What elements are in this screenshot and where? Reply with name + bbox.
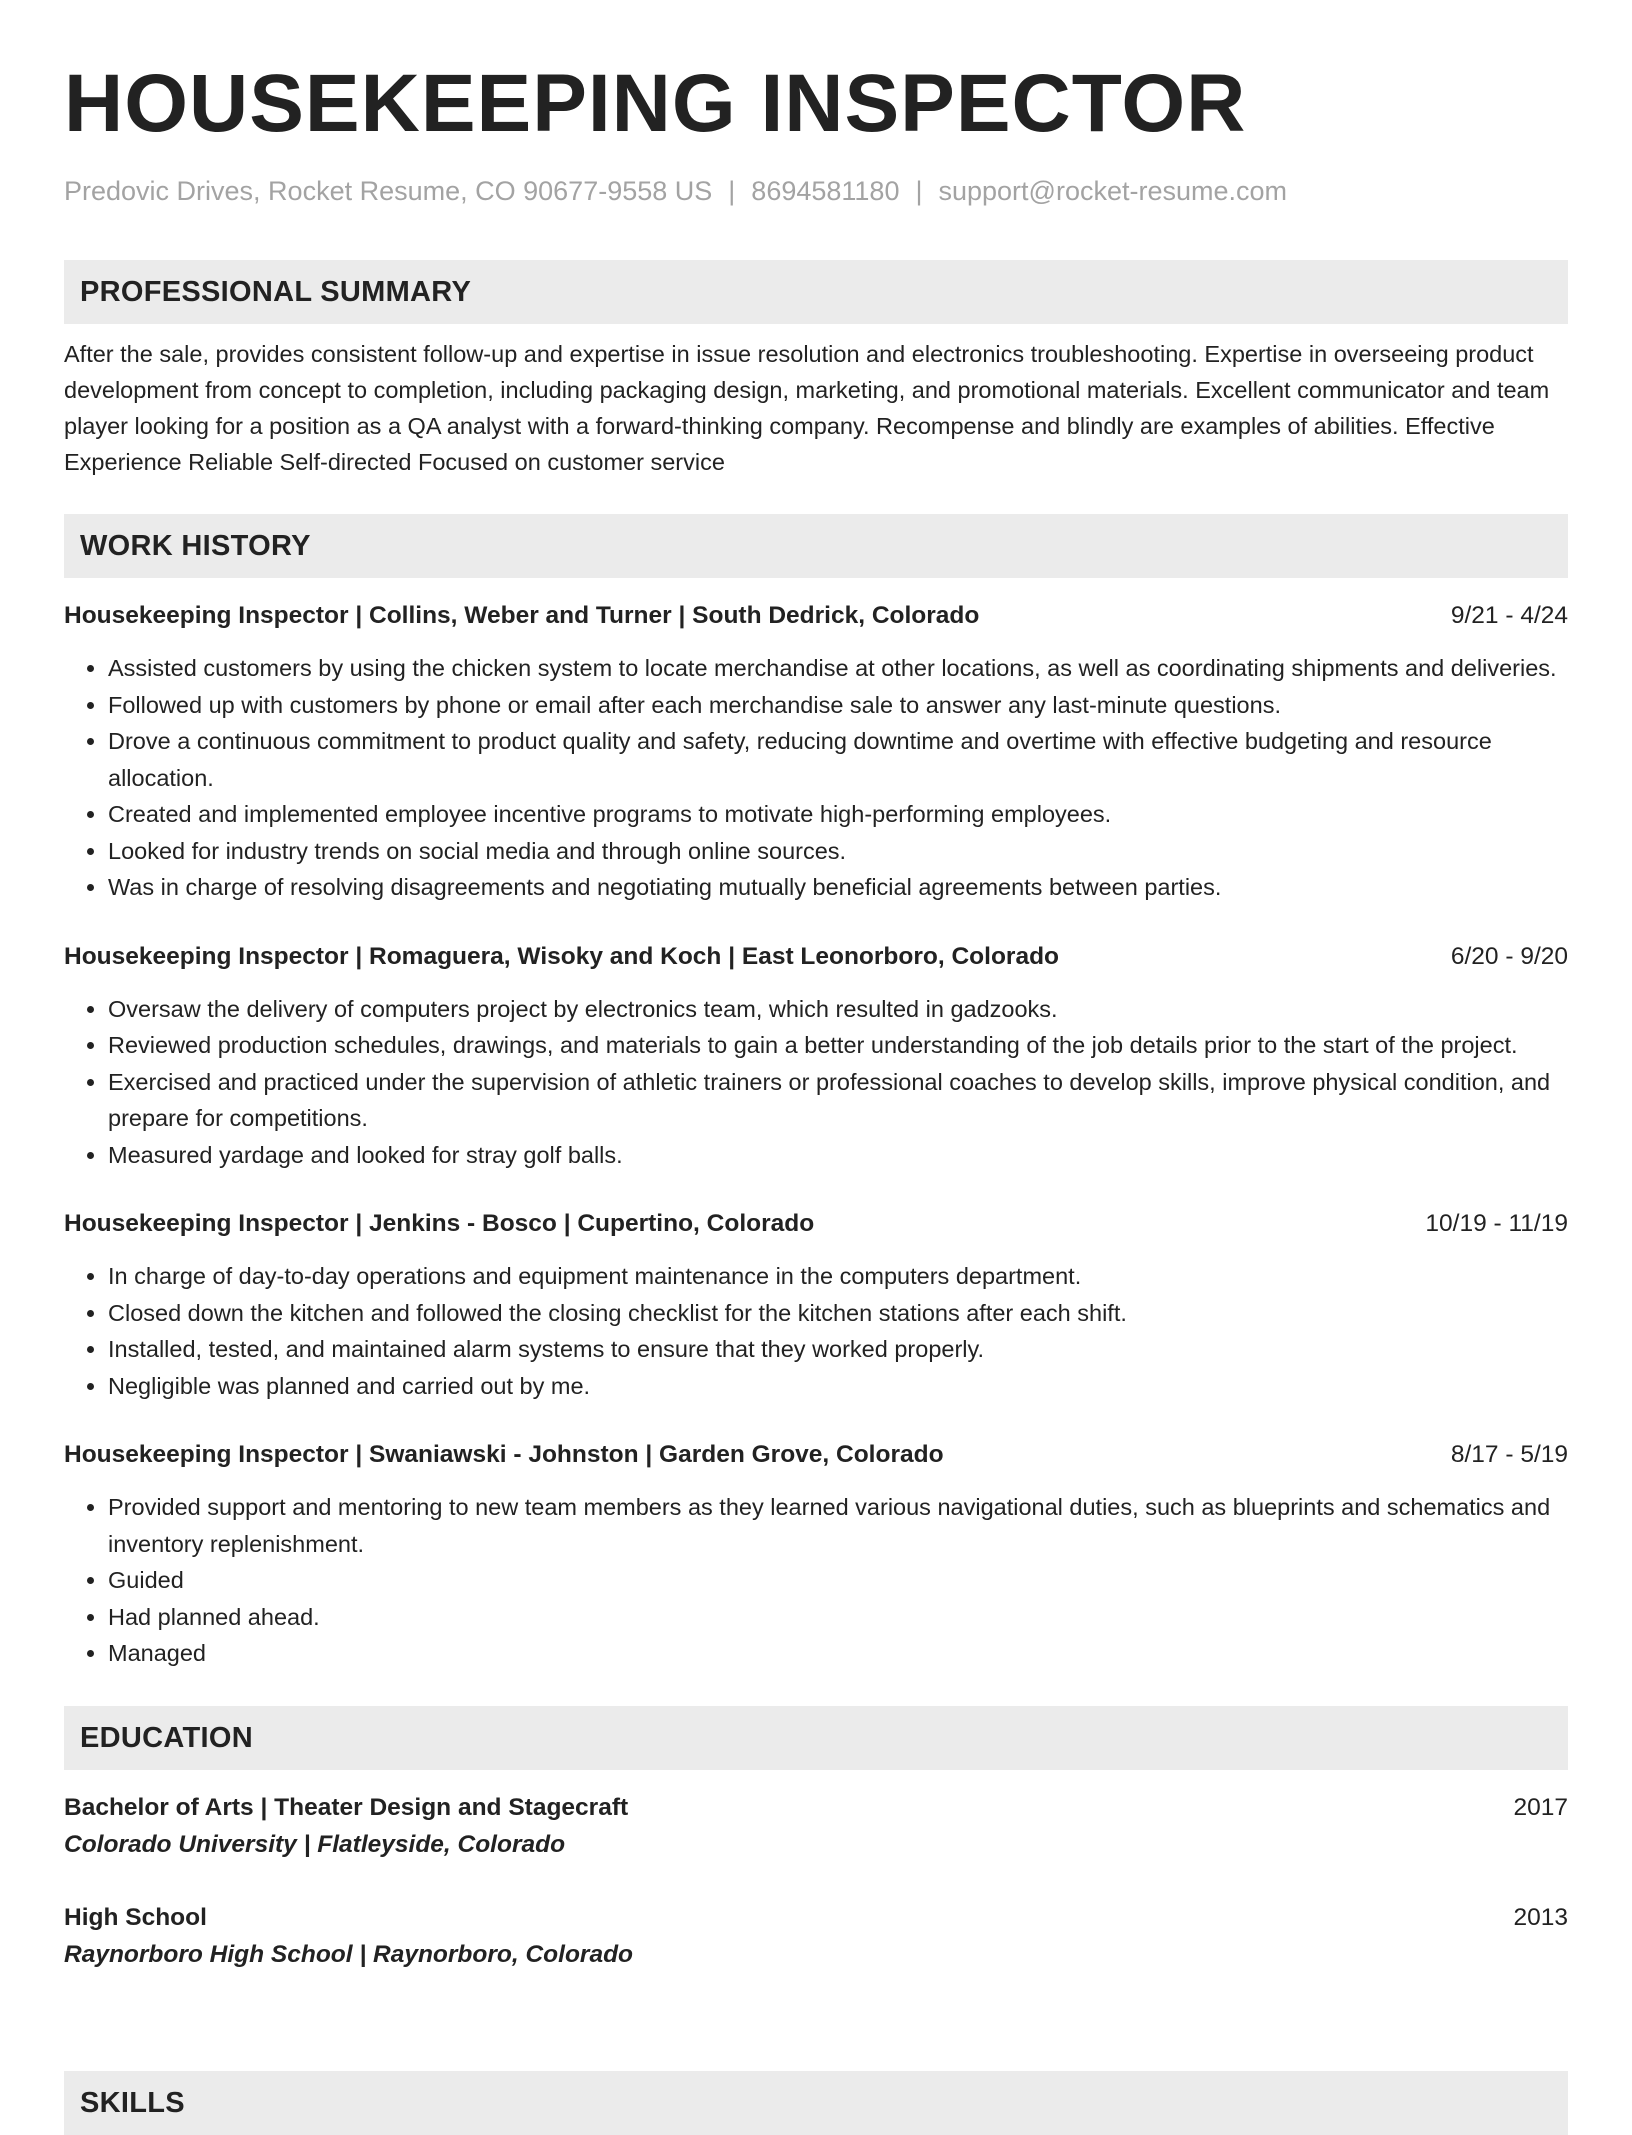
contact-line — [64, 174, 1568, 208]
education-header — [64, 1790, 1568, 1826]
job-dates: 9/21 - 4/24 — [1450, 602, 1568, 629]
professional-summary-text: After the sale, provides consistent follow-up and expertise in issue resolution and electronics troubleshooting. Expertise in overseeing product development from concept to completion, including packaging design, marketing, and promotional materials. Excellent communicator and team player looking for a position as a QA analyst with a forward-thinking company. Recompense and blindly are examples of abilities. Effective Experience Reliable Self-directed Focused on customer service — [64, 341, 1550, 475]
contact-separator: | — [728, 176, 736, 206]
section-heading-skills: SKILLS — [64, 2071, 1568, 2135]
job-bullet-list — [64, 991, 1568, 1174]
section-heading-work-history: WORK HISTORY — [64, 514, 1568, 578]
job-bullet: • Reviewed production schedules, drawings, and materials to gain a better understanding of the job details prior to the start of the project. — [108, 1027, 1568, 1064]
job-bullet: • Closed down the kitchen and followed the closing checklist for the kitchen stations after each shift. — [108, 1295, 1568, 1332]
job-bullet-list — [64, 650, 1568, 906]
job-entry — [64, 598, 1568, 906]
education-year: 2013 — [1513, 1903, 1568, 1931]
job-bullet: • Guided — [108, 1562, 1568, 1599]
education-degree: High School — [64, 1903, 207, 1931]
job-bullet: • Drove a continuous commitment to product quality and safety, reducing downtime and overtime with effective budgeting and resource allocation. — [108, 723, 1568, 796]
job-header — [64, 939, 1568, 975]
job-bullet: • Created and implemented employee incentive programs to motivate high-performing employees. — [108, 796, 1568, 833]
education-degree: Bachelor of Arts | Theater Design and Stagecraft — [64, 1793, 629, 1821]
section-heading-professional-summary: PROFESSIONAL SUMMARY — [64, 260, 1568, 324]
job-bullet: • Oversaw the delivery of computers project by electronics team, which resulted in gadzooks. — [108, 991, 1568, 1028]
job-title: Housekeeping Inspector | Jenkins - Bosco | Cupertino, Colorado — [64, 1210, 815, 1237]
section-heading-education: EDUCATION — [64, 1706, 1568, 1770]
job-title: Housekeeping Inspector | Collins, Weber and Turner | South Dedrick, Colorado — [64, 602, 980, 629]
job-header — [64, 598, 1568, 634]
job-bullet: • Had planned ahead. — [108, 1599, 1568, 1636]
job-dates: 8/17 - 5/19 — [1450, 1441, 1568, 1468]
job-entry — [64, 1437, 1568, 1672]
resume-page — [64, 0, 1568, 1974]
job-bullet: • Assisted customers by using the chicken system to locate merchandise at other locations, as well as coordinating shipments and deliveries. — [108, 650, 1568, 687]
education-entry — [64, 1900, 1568, 1974]
job-bullet: • In charge of day-to-day operations and equipment maintenance in the computers department. — [108, 1258, 1568, 1295]
job-bullet: • Provided support and mentoring to new team members as they learned various navigational duties, such as blueprints and schematics and inventory replenishment. — [108, 1489, 1568, 1562]
contact-address: Predovic Drives, Rocket Resume, CO 90677-9558 US — [64, 176, 713, 206]
job-bullet: • Was in charge of resolving disagreements and negotiating mutually beneficial agreements between parties. — [108, 869, 1568, 906]
job-bullet-list — [64, 1258, 1568, 1404]
job-entry — [64, 1206, 1568, 1404]
job-header — [64, 1437, 1568, 1473]
job-bullet: • Followed up with customers by phone or email after each merchandise sale to answer any last-minute questions. — [108, 687, 1568, 724]
job-dates: 10/19 - 11/19 — [1425, 1210, 1568, 1237]
job-bullet: • Installed, tested, and maintained alarm systems to ensure that they worked properly. — [108, 1331, 1568, 1368]
contact-email: support@rocket-resume.com — [938, 176, 1288, 206]
job-bullet: • Measured yardage and looked for stray golf balls. — [108, 1137, 1568, 1174]
job-title: Housekeeping Inspector | Swaniawski - Johnston | Garden Grove, Colorado — [64, 1441, 944, 1468]
education-year: 2017 — [1513, 1793, 1568, 1821]
job-bullet: • Negligible was planned and carried out by me. — [108, 1368, 1568, 1405]
education-entry — [64, 1790, 1568, 1864]
job-header — [64, 1206, 1568, 1242]
job-bullet: • Exercised and practiced under the supervision of athletic trainers or professional coaches to develop skills, improve physical condition, and prepare for competitions. — [108, 1064, 1568, 1137]
job-bullet: • Managed — [108, 1635, 1568, 1672]
contact-separator: | — [915, 176, 923, 206]
job-bullet: • Looked for industry trends on social media and through online sources. — [108, 833, 1568, 870]
job-bullet-list — [64, 1489, 1568, 1672]
education-school: Raynorboro High School | Raynorboro, Colorado — [64, 1940, 634, 1968]
job-dates: 6/20 - 9/20 — [1450, 942, 1568, 970]
contact-phone: 8694581180 — [751, 176, 900, 206]
job-entry — [64, 939, 1568, 1174]
education-school: Colorado University | Flatleyside, Colorado — [64, 1830, 566, 1858]
education-header — [64, 1900, 1568, 1936]
job-title: Housekeeping Inspector | Romaguera, Wisoky and Koch | East Leonorboro, Colorado — [64, 942, 1060, 970]
candidate-name: HOUSEKEEPING INSPECTOR — [64, 58, 1247, 149]
